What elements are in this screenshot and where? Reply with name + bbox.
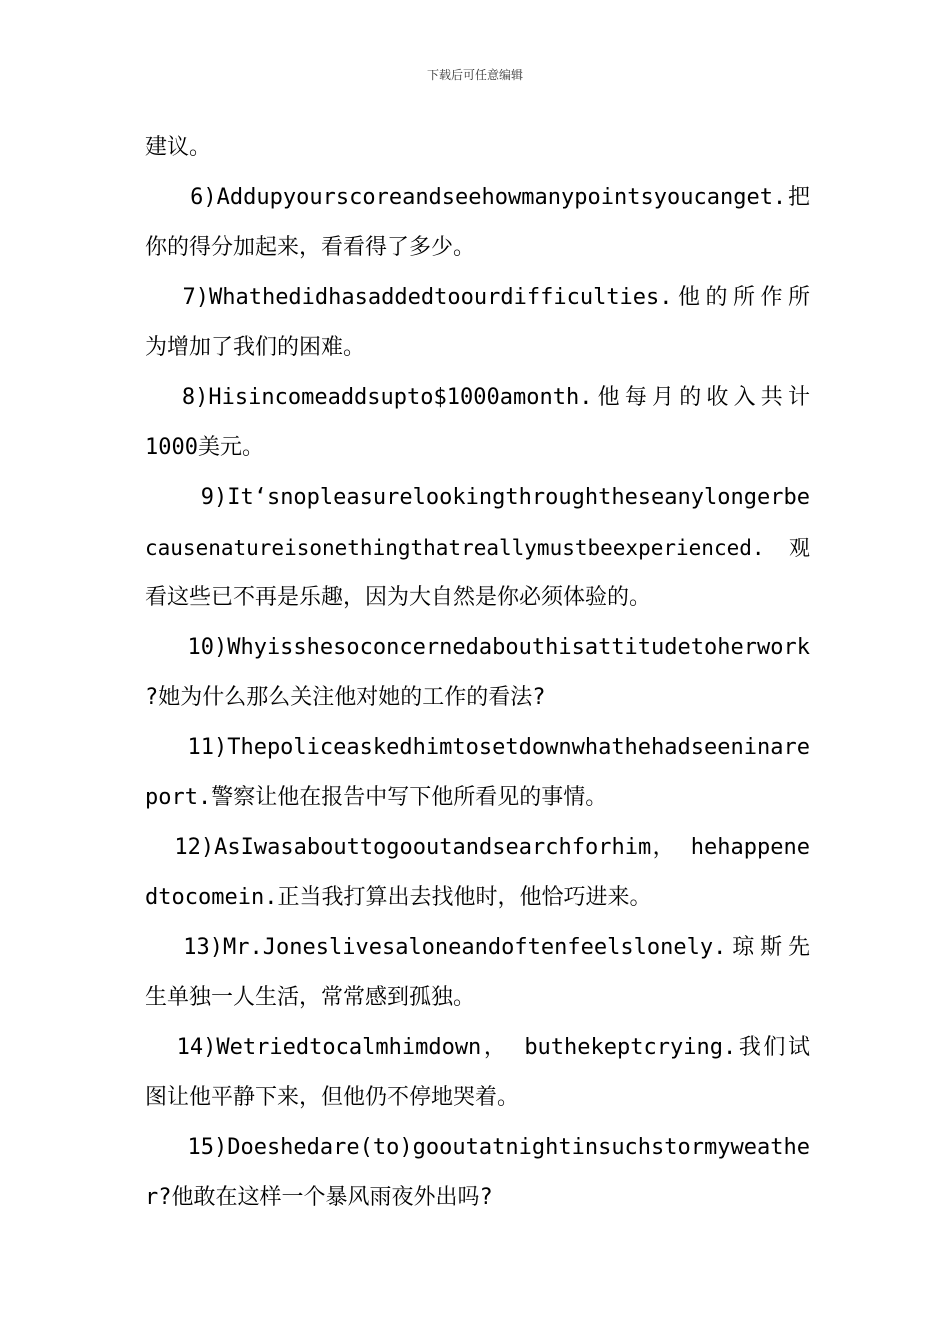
text-line: 你的得分加起来，看看得了多少。 <box>145 235 476 260</box>
text-line: 建议。 <box>145 135 212 160</box>
text-line: port.警察让他在报告中写下他所看见的事情。 <box>145 785 608 810</box>
text-line: 12)AsIwasabouttogooutandsearchforhim， hehappene <box>145 835 810 860</box>
text-line: 6)Addupyourscoreandseehowmanypointsyoucanget.把 <box>145 185 810 210</box>
text-line: dtocomein.正当我打算出去找他时，他恰巧进来。 <box>145 885 652 910</box>
text-line: ?她为什么那么关注他对她的工作的看法? <box>145 685 546 710</box>
text-line: 9)It‘snopleasurelookingthroughtheseanylongerbe <box>145 485 810 510</box>
text-line: 13)Mr.Joneslivesaloneandoftenfeelslonely.琼斯先 <box>145 935 810 960</box>
text-line: 14)Wetriedtocalmhimdown， buthekeptcrying.我们试 <box>145 1035 810 1060</box>
text-line: 10)Whyisshesoconcernedabouthisattitudetoherwork <box>145 635 810 660</box>
text-line: 图让他平静下来，但他仍不停地哭着。 <box>145 1085 520 1110</box>
text-line: 15)Doeshedare(to)gooutatnightinsuchstormyweathe <box>145 1135 810 1160</box>
text-line: 1000美元。 <box>145 435 264 460</box>
text-line: r?他敢在这样一个暴风雨夜外出吗? <box>145 1185 493 1210</box>
text-line: 生单独一人生活，常常感到孤独。 <box>145 985 476 1010</box>
text-line: 看这些已不再是乐趣，因为大自然是你必须体验的。 <box>145 585 652 610</box>
text-line: causenatureisonethingthatreallymustbeexperienced. 观 <box>145 536 810 560</box>
page-header: 下载后可任意编辑 <box>426 68 523 82</box>
text-line: 7)Whathedidhasaddedtoourdifficulties.他的所作所 <box>145 285 810 310</box>
text-line: 8)Hisincomeaddsupto$1000amonth.他每月的收入共计 <box>145 385 810 410</box>
text-line: 11)Thepoliceaskedhimtosetdownwhathehadseeninare <box>145 735 810 760</box>
text-line: 为增加了我们的困难。 <box>145 335 366 360</box>
